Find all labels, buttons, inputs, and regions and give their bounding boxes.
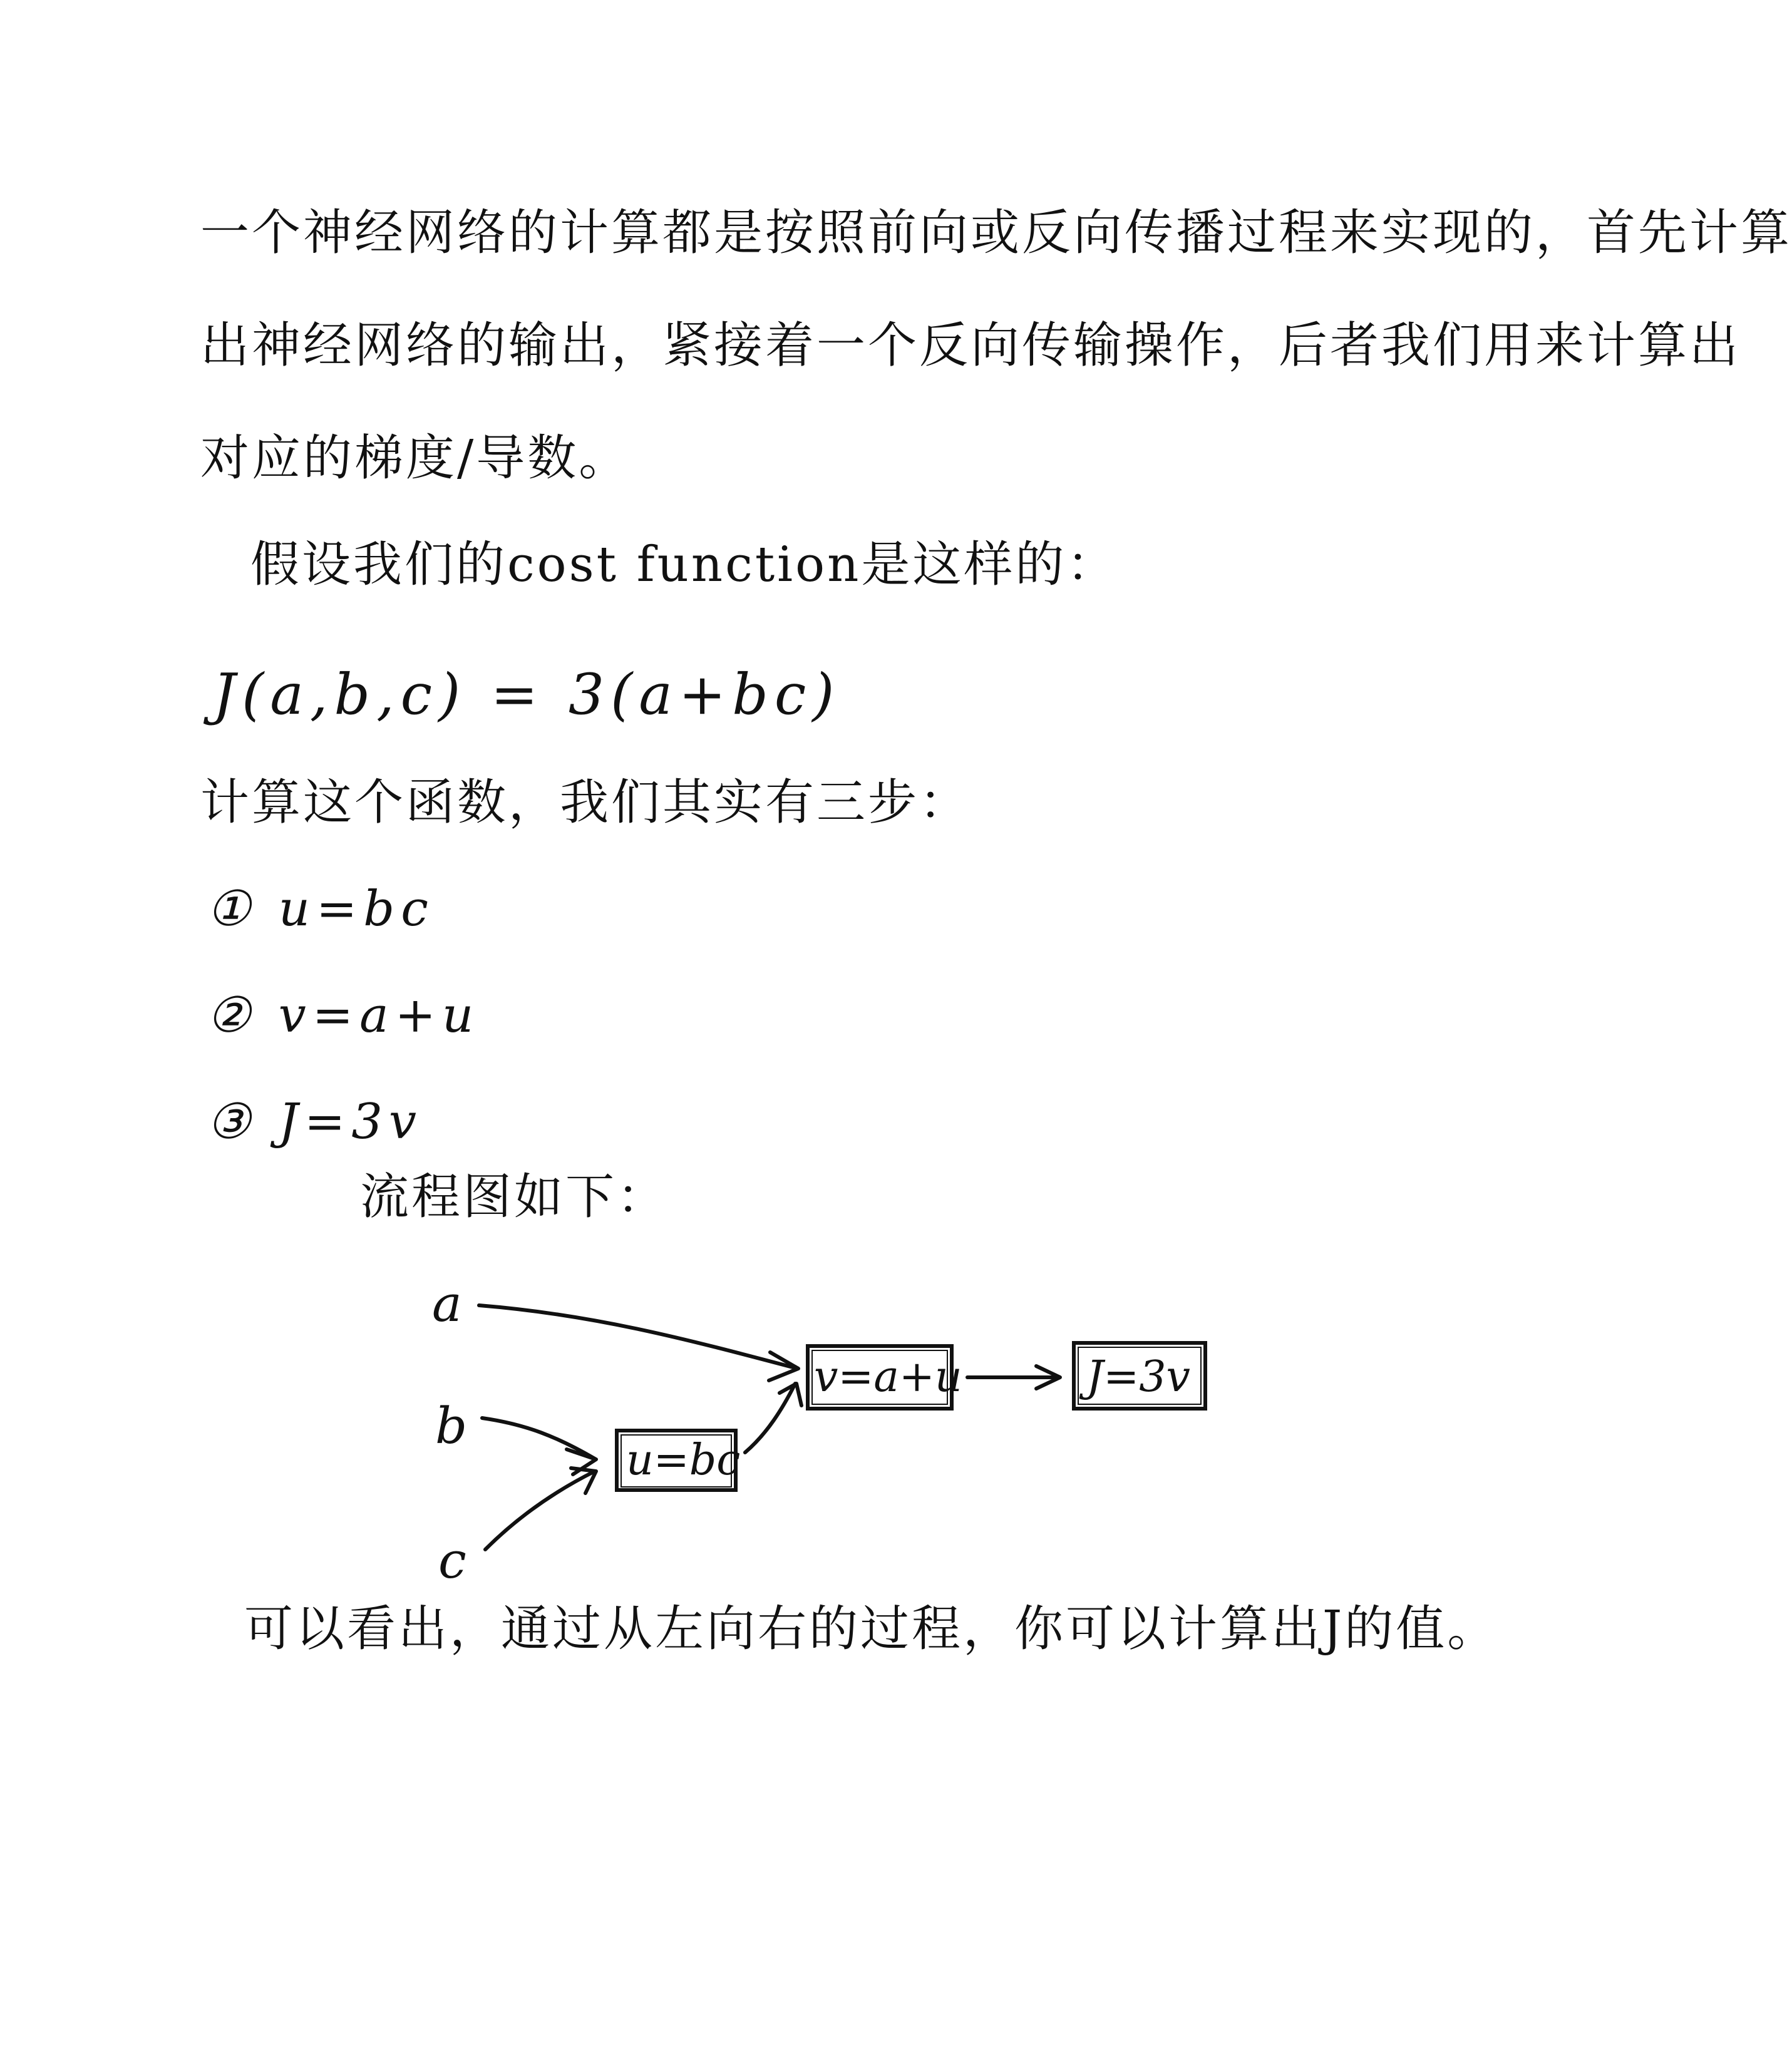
paragraph-line-2: 出神经网络的输出，紧接着一个反向传输操作，后者我们用来计算出 xyxy=(200,317,1741,374)
input-c-label: c xyxy=(438,1531,466,1590)
edge-c-to-u xyxy=(485,1471,595,1550)
paragraph-line-1: 一个神经网络的计算都是按照前向或反向传播过程来实现的，首先计算 xyxy=(200,205,1792,261)
cost-function-intro: 假设我们的cost function是这样的： xyxy=(250,537,1118,593)
flowchart-heading: 流程图如下： xyxy=(360,1169,669,1225)
box-v-label: v=a+u xyxy=(814,1352,962,1402)
paragraph-line-3: 对应的梯度/导数。 xyxy=(200,430,631,486)
step-2: ② v=a+u xyxy=(207,987,480,1044)
box-j-label: J=3v xyxy=(1086,1352,1190,1402)
input-b-label: b xyxy=(435,1397,468,1455)
edge-u-to-v xyxy=(745,1384,795,1452)
box-u-label: u=bc xyxy=(626,1436,741,1485)
input-a-label: a xyxy=(432,1275,462,1333)
cost-function-equation: J(a,b,c) = 3(a+bc) xyxy=(213,662,841,727)
step-3: ③ J=3v xyxy=(207,1094,423,1150)
step-1: ① u=bc xyxy=(207,881,435,937)
edge-a-to-v xyxy=(479,1305,795,1368)
steps-intro: 计算这个函数，我们其实有三步： xyxy=(200,774,971,831)
conclusion-line: 可以看出，通过从左向右的过程，你可以计算出J的值。 xyxy=(244,1601,1499,1657)
